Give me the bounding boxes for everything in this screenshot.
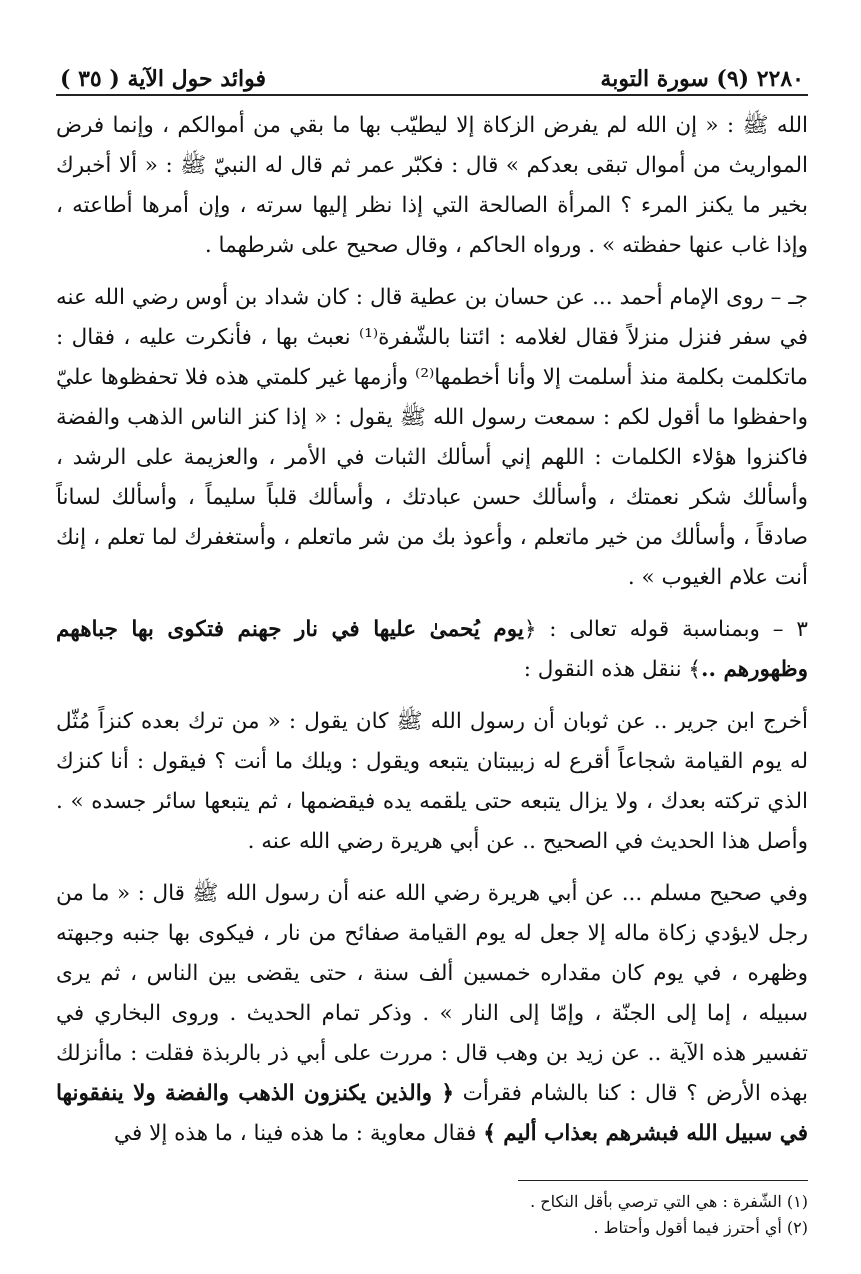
page-number-surah: ٢٢٨٠ (٩) سورة التوبة — [600, 66, 804, 92]
footnote-1: (١) الشّفرة : هي التي ترصي بأقل النكاح . — [530, 1192, 808, 1211]
paragraph-2: جـ – روى الإمام أحمد ... عن حسان بن عطية قال : كان شداد بن أوس رضي الله عنه في سفر فنزل منزلاً فقال لغلامه : ائتنا بالشّفرة⁽¹⁾ نعبث بها ، فأنكرت عليه ، فقال : ماتكلمت بكلمة منذ أسلمت إلا وأنا أخطمها⁽²⁾ وأزمها غير كلمتي هذه فلا تحفظوها عليّ واحفظوا ما أقول لكم : سمعت رسول الله ﷺ يقول : « إذا كنز الناس الذهب والفضة فاكنزوا هؤلاء الكلمات : اللهم إني أسألك الثبات في الأمر ، والعزيمة على الرشد ، وأسألك شكر نعمتك ، وأسألك حسن عبادتك ، وأسألك قلباً سليماً ، وأسألك لساناً صادقاً ، وأسألك من خير ماتعلم ، وأعوذ بك من شر ماتعلم ، وأستغفرك لما تعلم ، إنك أنت علام الغيوب » . — [56, 285, 809, 590]
paragraph-4-tail: فقال معاوية : ما هذه فينا ، ما هذه إلا في — [114, 1121, 484, 1146]
book-page — [56, 58, 808, 1248]
footnote-divider — [518, 1180, 808, 1181]
point-3-paragraph — [56, 610, 808, 690]
running-header — [56, 58, 808, 92]
paragraph-3: أخرج ابن جرير .. عن ثوبان أن رسول الله ﷺ كان يقول : « من ترك بعده كنزاً مُثّل له يوم القيامة شجاعاً أقرع له زبيبتان يتبعه ويقول : ويلك ما أنت ؟ فيقول : أنا كنزك الذي تركته بعدك ، ولا يزال يتبعه حتى يلقمه يده فيقضمها ، ثم يتبعها سائر جسده » . وأصل هذا الحديث في الصحيح .. عن أبي هريرة رضي الله عنه . — [56, 709, 808, 854]
quran-verse-2: ﴿ والذين يكنزون الذهب والفضة ولا ينفقونها في سبيل الله فبشرهم بعذاب أليم ﴾ — [56, 1081, 808, 1146]
main-text — [56, 106, 808, 1154]
section-title: فوائد حول الآية ( ٣٥ ) — [60, 66, 266, 92]
footnotes — [56, 1189, 808, 1241]
point-3-outro: ﴾ ننقل هذه النقول : — [523, 657, 701, 682]
point-3-intro: ٣ – وبمناسبة قوله تعالى : ﴿ — [523, 617, 808, 642]
paragraph-4 — [56, 874, 808, 1154]
quran-verse: يوم يُحمىٰ عليها في نار جهنم فتكوى بها جباههم وظهورهم .. — [56, 617, 808, 682]
footnote-2: (٢) أي أحترز فيما أقول وأحتاط . — [593, 1218, 808, 1237]
header-divider — [56, 94, 808, 96]
paragraph-4-text: وفي صحيح مسلم ... عن أبي هريرة رضي الله عنه أن رسول الله ﷺ قال : « ما من رجل لايؤدي زكاة ماله إلا جعل له يوم القيامة صفائح من نار ، فيكوى بها جنبه وجبهته وظهره ، في يوم كان مقداره خمسين ألف سنة ، حتى يقضى بين الناس ، ثم يرى سبيله ، إما إلى الجنّة ، وإمّا إلى النار » . وذكر تمام الحديث . وروى البخاري في تفسير هذه الآية .. عن زيد بن وهب قال : مررت على أبي ذر بالربذة فقلت : ماأنزلك بهذه الأرض ؟ قال : كنا بالشام فقرأت — [56, 881, 808, 1106]
paragraph-1: الله ﷺ : « إن الله لم يفرض الزكاة إلا ليطيّب بها ما بقي من أموالكم ، وإنما فرض المواريث من أموال تبقى بعدكم » قال : فكبّر عمر ثم قال له النبيّ ﷺ : « ألا أخبرك بخير ما يكنز المرء ؟ المرأة الصالحة التي إذا نظر إليها سرته ، وإن أمرها أطاعته ، وإذا غاب عنها حفظته » . ورواه الحاكم ، وقال صحيح على شرطهما . — [56, 113, 808, 258]
